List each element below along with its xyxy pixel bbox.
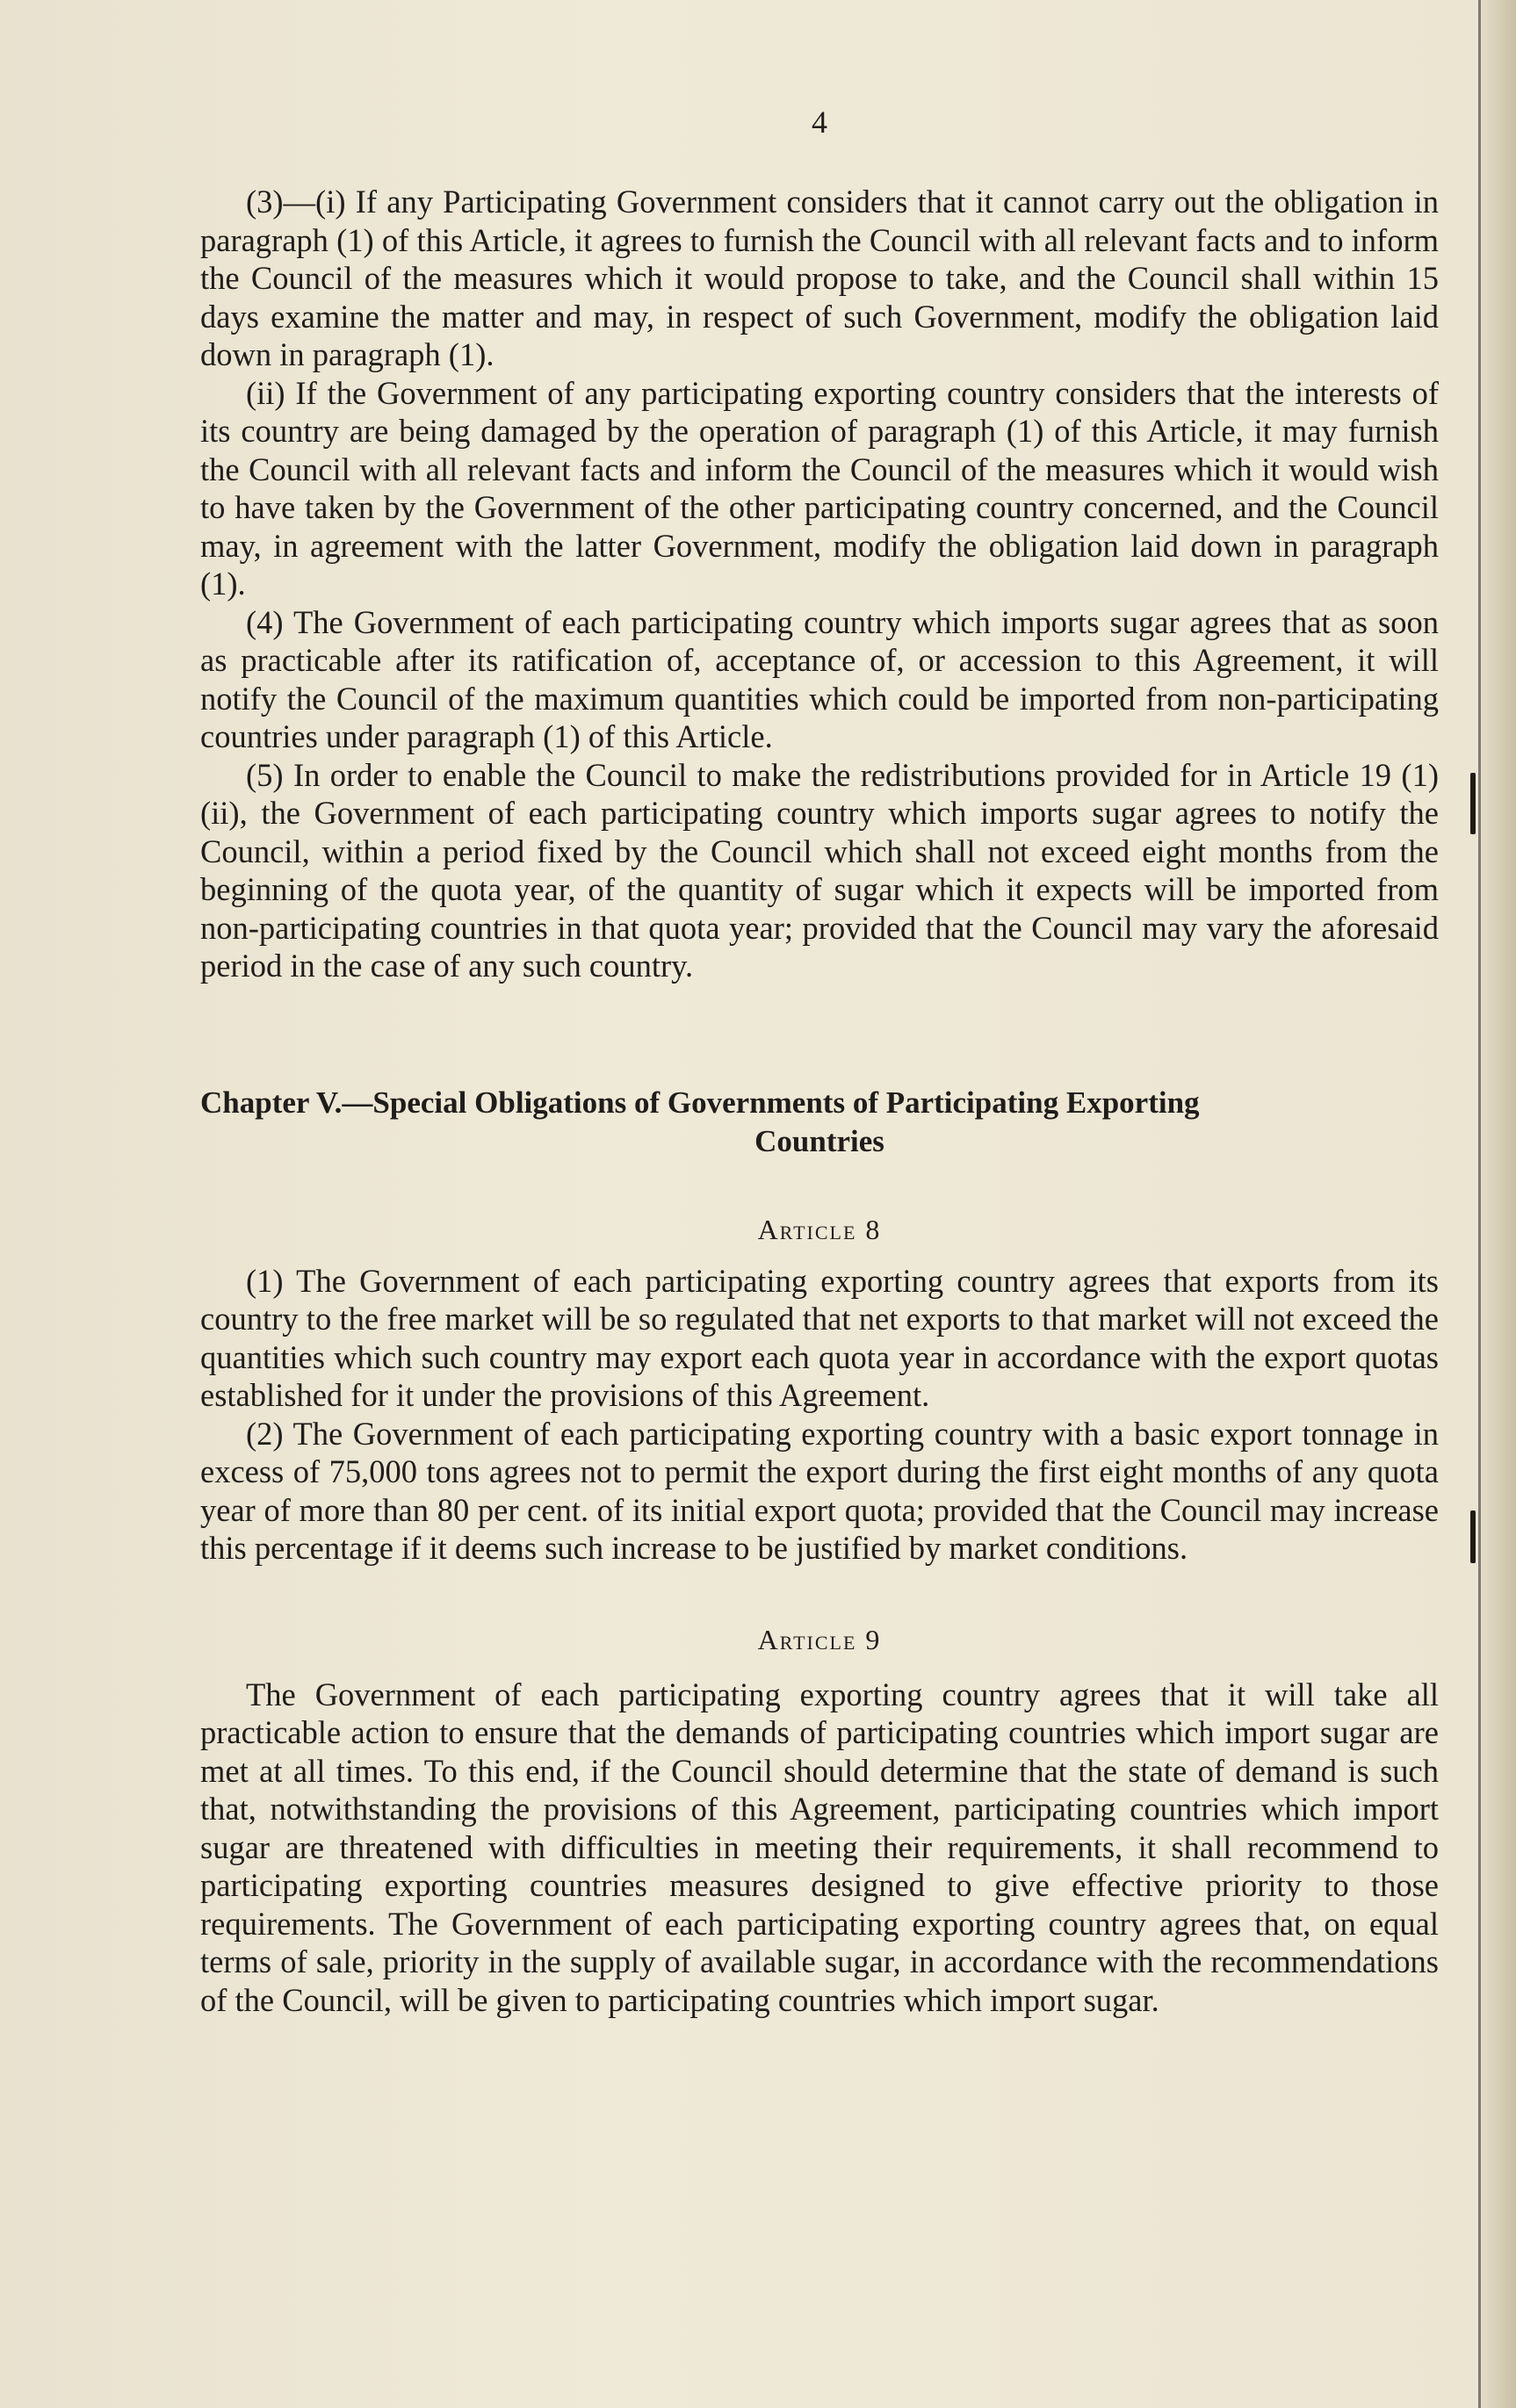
article-9-heading: Article 9 bbox=[757, 1623, 882, 1655]
binding-mark bbox=[1470, 773, 1476, 834]
article-8-paragraph-2: (2) The Government of each participating exporting country with a basic export tonnage in excess of 75,000 tons agrees not to permit the export during the first eight months of any quota year of more than 80 per cent. of its initial export quota; provided that the Council may increase this percentage if it deems such increase to be justified by market conditions. bbox=[200, 1415, 1439, 1566]
chapter-heading-line1: Chapter V.—Special Obligations of Governments of Participating Exporting bbox=[200, 1085, 1200, 1120]
binding-mark bbox=[1470, 1510, 1476, 1563]
article-8-heading: Article 8 bbox=[757, 1213, 882, 1245]
page-edge-shadow bbox=[1481, 0, 1516, 2408]
paragraph-3-i: (3)—(i) If any Participating Government considers that it cannot carry out the obligation in paragraph (1) of this Article, it agrees to furnish the Council with all relevant facts and to inform the Council of the measures which it would propose to take, and the Council shall within 15 days examine the matter and may, in respect of such Government, modify the obligation laid down in paragraph (1). bbox=[200, 184, 1439, 372]
chapter-heading bbox=[200, 1084, 1439, 1161]
article-9-paragraph: The Government of each participating exporting country agrees that it will take all practicable action to ensure that the demands of participating countries which import sugar are met at all times. To this end, if the Council should determine that the state of demand is such that, notwithstanding the provisions of this Agreement, participating countries which import sugar are threatened with difficulties in meeting their requirements, it shall recommend to participating exporting countries measures designed to give effective priority to those requirements. The Government of each participating exporting country agrees that, on equal terms of sale, priority in the supply of available sugar, in accordance with the recommendations of the Council, will be given to participating countries which import sugar. bbox=[200, 1676, 1439, 2018]
binding-edge-line bbox=[1478, 0, 1481, 2408]
paragraph-3-ii: (ii) If the Government of any participating exporting country considers that the interests of its country are being damaged by the operation of paragraph (1) of this Article, it may furnish the Council with all relevant facts and inform the Council of the measures which it would wish to have taken by the Government of the other participating country concerned, and the Council may, in agreement with the latter Government, modify the obligation laid down in paragraph (1). bbox=[200, 374, 1439, 602]
page-number: 4 bbox=[812, 105, 827, 140]
page-content bbox=[200, 104, 1439, 2019]
paragraph-4: (4) The Government of each participating country which imports sugar agrees that as soon as practicable after its ratification of, acceptance of, or accession to this Agreement, it will notify the Council of the maximum quantities which could be imported from non-participating countries under paragraph (1) of this Article. bbox=[200, 603, 1439, 754]
article-8-paragraph-1: (1) The Government of each participating exporting country agrees that exports from its country to the free market will be so regulated that net exports to that market will not exceed the quantities which such country may export each quota year in accordance with the export quotas established for it under the provisions of this Agreement. bbox=[200, 1262, 1439, 1413]
paragraph-5: (5) In order to enable the Council to make the redistributions provided for in Article 19 (1) (ii), the Government of each participating country which imports sugar agrees to notify the Council, within a period fixed by the Council which shall not exceed eight months from the beginning of the quota year, of the quantity of sugar which it expects will be imported from non-participating countries in that quota year; provided that the Council may vary the aforesaid period in the case of any such country. bbox=[200, 756, 1439, 984]
chapter-heading-line2: Countries bbox=[754, 1123, 884, 1158]
